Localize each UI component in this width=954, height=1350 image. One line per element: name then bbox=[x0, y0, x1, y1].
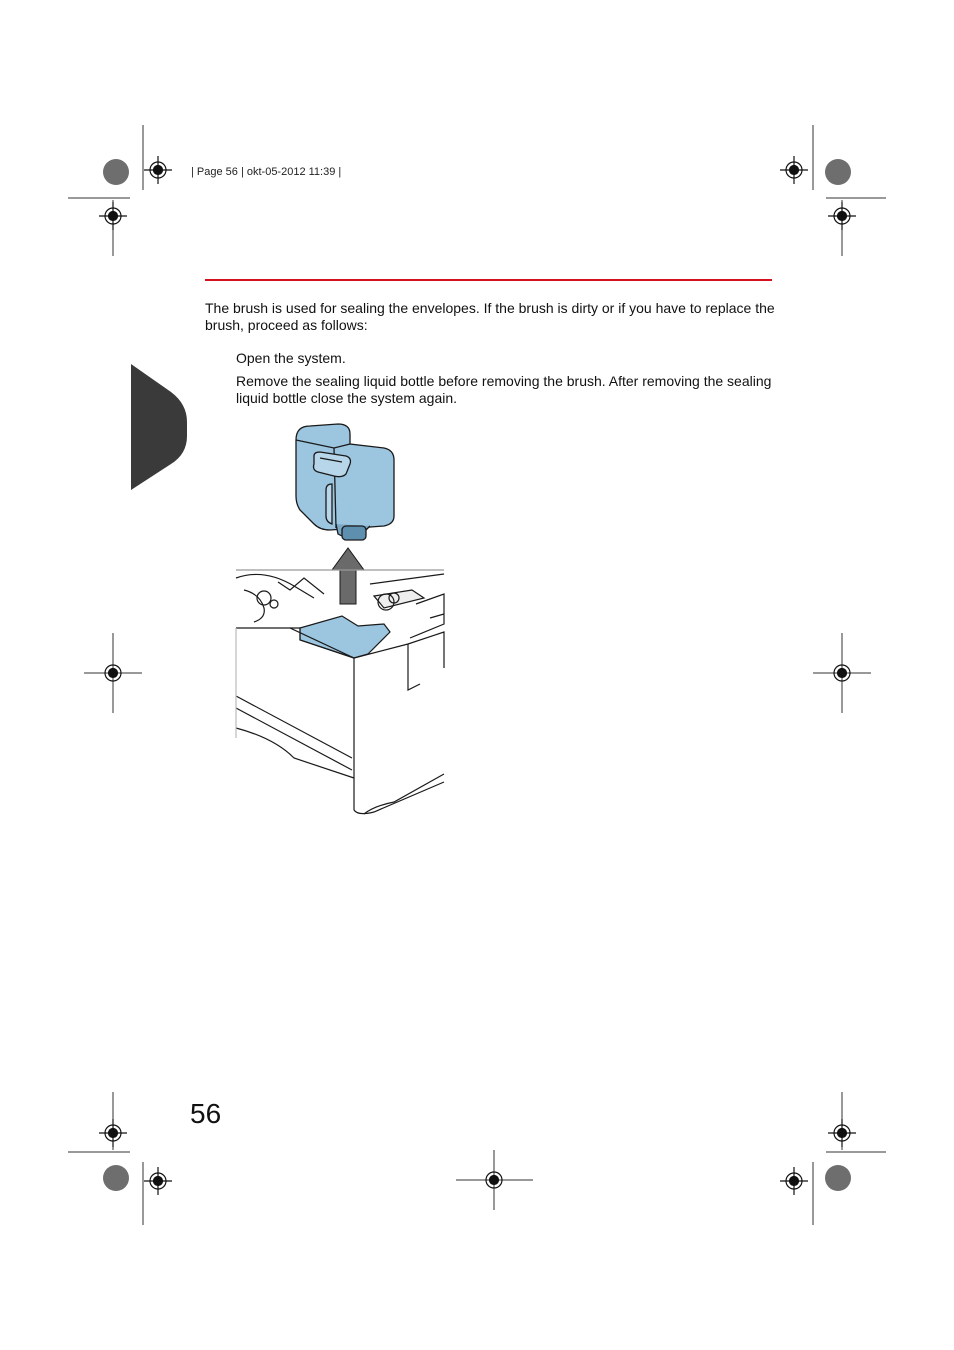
page-number: 56 bbox=[190, 1098, 222, 1129]
bottle-removal-illustration bbox=[234, 418, 449, 818]
intro-paragraph: The brush is used for sealing the envelopes. If the brush is dirty or if you have to replace the brush, proceed as follows: bbox=[205, 300, 775, 333]
chapter-tab bbox=[131, 364, 191, 492]
sealing-liquid-bottle-icon bbox=[296, 424, 394, 540]
section-rule bbox=[205, 279, 772, 281]
machine-icon bbox=[236, 570, 444, 814]
step-2: Remove the sealing liquid bottle before removing the brush. After removing the sealing liquid bottle close the system again. bbox=[236, 373, 772, 406]
print-slug: | Page 56 | okt-05-2012 11:39 | bbox=[191, 166, 342, 178]
lift-arrow-icon bbox=[332, 548, 364, 604]
step-1: Open the system. bbox=[236, 350, 346, 366]
